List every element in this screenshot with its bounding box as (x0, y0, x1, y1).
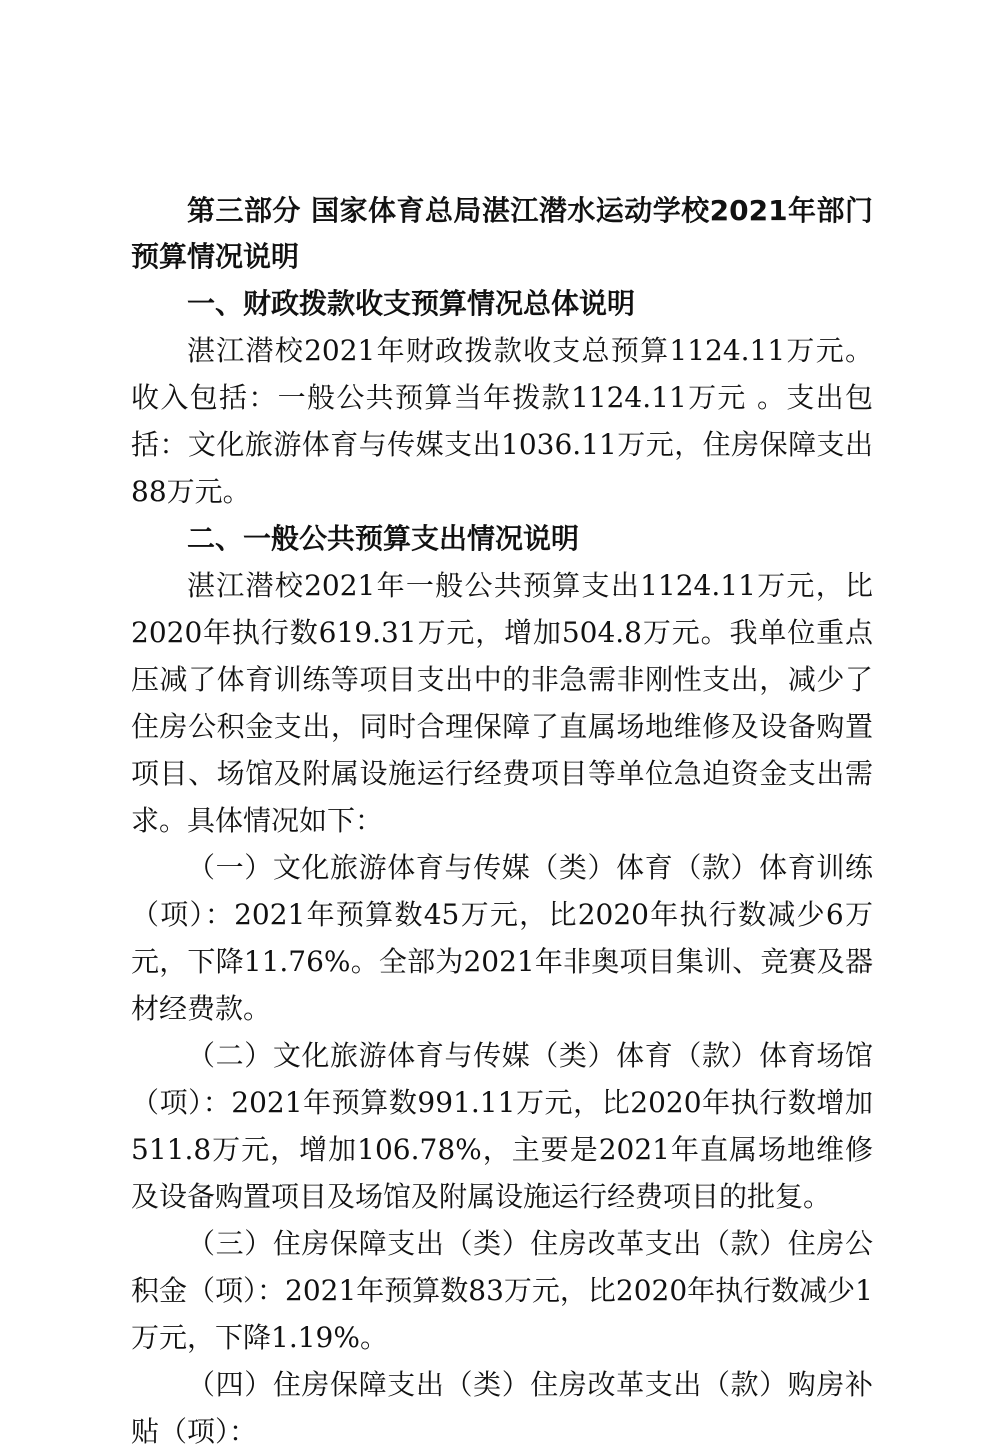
section-1-paragraph-1: 湛江潜校2021年财政拨款收支总预算1124.11万元。收入包括：一般公共预算当年拨款1124.11万元 。支出包括：文化旅游体育与传媒支出1036.11万元，住房保障支出88万元。 (131, 334, 873, 508)
document-title: 第三部分 国家体育总局湛江潜水运动学校2021年部门预算情况说明 (131, 194, 873, 273)
document-body (131, 188, 873, 1455)
section-heading-1: 一、财政拨款收支预算情况总体说明 (187, 287, 636, 320)
section-2-item-3: （三）住房保障支出（类）住房改革支出（款）住房公积金（项）：2021年预算数83万元，比2020年执行数减少1万元，下降1.19%。 (131, 1227, 873, 1354)
section-2-item-1: （一）文化旅游体育与传媒（类）体育（款）体育训练（项）：2021年预算数45万元，比2020年执行数减少6万元，下降11.76%。全部为2021年非奥项目集训、竞赛及器材经费款。 (131, 851, 873, 1025)
section-2-item-2: （二）文化旅游体育与传媒（类）体育（款）体育场馆（项）：2021年预算数991.11万元，比2020年执行数增加511.8万元，增加106.78%，主要是2021年直属场地维修及设备购置项目及场馆及附属设施运行经费项目的批复。 (131, 1039, 873, 1213)
section-2-paragraph-1: 湛江潜校2021年一般公共预算支出1124.11万元，比2020年执行数619.31万元，增加504.8万元。我单位重点压减了体育训练等项目支出中的非急需非刚性支出，减少了住房公积金支出，同时合理保障了直属场地维修及设备购置项目、场馆及附属设施运行经费项目等单位急迫资金支出需求。具体情况如下： (131, 569, 873, 837)
section-heading-2: 二、一般公共预算支出情况说明 (187, 522, 580, 555)
section-2-item-4: （四）住房保障支出（类）住房改革支出（款）购房补贴（项）： (131, 1368, 873, 1448)
